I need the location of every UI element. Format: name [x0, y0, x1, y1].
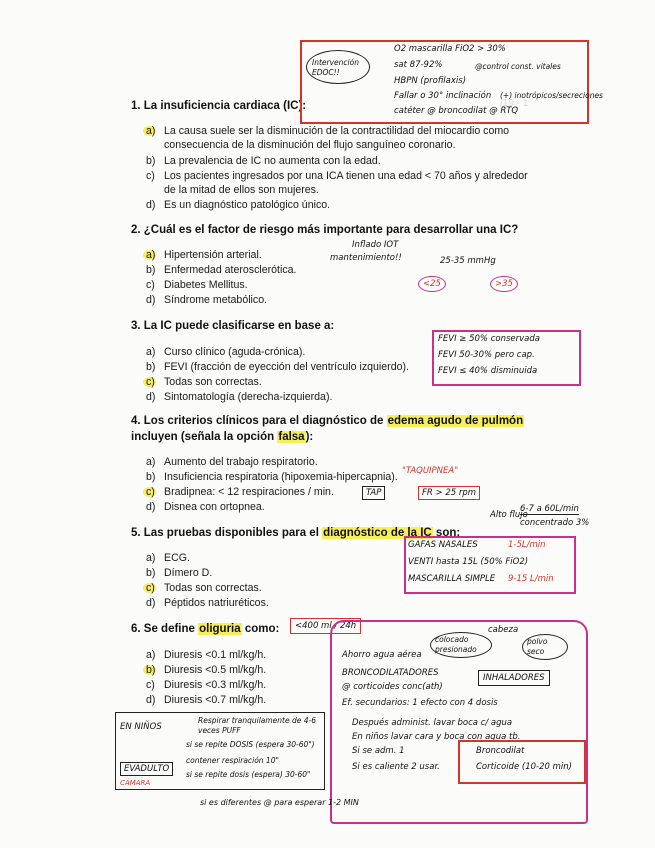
handwritten-note: Si es caliente 2 usar. [352, 762, 440, 772]
handwritten-note: concentrado 3% [520, 518, 590, 528]
handwritten-note: cabeza [488, 625, 519, 635]
option: d) Sintomatología (derecha-izquierda). [146, 391, 333, 403]
handwritten-note: FR > 25 rpm [418, 486, 480, 500]
handwritten-note: O2 mascarilla FiO2 > 30% [394, 44, 506, 54]
question-2-title: 2. ¿Cuál es el factor de riesgo más importante para desarrollar una IC? [131, 224, 519, 236]
option: c) Todas son correctas. [146, 582, 262, 594]
option: b) La prevalencia de IC no aumenta con la edad. [146, 155, 381, 167]
option-cont: de la mitad de ellos son mujeres. [164, 184, 319, 196]
handwritten-note: polvo seco [522, 634, 568, 660]
option: d) Diuresis <0.7 ml/kg/h. [146, 694, 267, 706]
option: d) Disnea con ortopnea. [146, 501, 265, 513]
option: c) Diuresis <0.3 ml/kg/h. [146, 679, 267, 691]
option: b) Diuresis <0.5 ml/kg/h. [146, 664, 267, 676]
option: a) Hipertensión arterial. [146, 249, 262, 261]
handwritten-note: <25 [418, 276, 446, 292]
handwritten-note: EVADULTO [120, 762, 173, 776]
handwritten-note: Corticoide (10-20 min) [476, 762, 572, 772]
handwritten-note: HBPN (profilaxis) [394, 76, 467, 86]
option: d) Péptidos natriuréticos. [146, 597, 269, 609]
question-5-title: 5. Las pruebas disponibles para el diagnóstico de la IC son: [131, 527, 461, 539]
question-6-title: 6. Se define oliguria como: [131, 623, 280, 635]
handwritten-note: contener respiración 10" [186, 756, 279, 765]
handwritten-note: Si se adm. 1 [352, 746, 405, 756]
option: b) Insuficiencia respiratoria (hipoxemia-hipercapnia). [146, 471, 398, 483]
handwritten-note: FEVI 50-30% pero cap. [438, 350, 535, 360]
handwritten-note: Alto flujo [490, 510, 528, 520]
handwritten-note: Ahorro agua aérea [342, 650, 422, 660]
handwritten-note: si se repite DOSIS (espera 30-60") [186, 740, 315, 749]
handwritten-note: 1-5L/min [508, 540, 546, 550]
handwritten-note: MASCARILLA SIMPLE [408, 574, 496, 584]
handwritten-note: 6-7 a 60L/min [520, 504, 579, 514]
handwritten-note: INHALADORES [478, 670, 550, 686]
handwritten-note: VENTI hasta 15L (50% FiO2) [408, 557, 529, 567]
handwritten-note: si se repite dosis (espera) 30-60" [186, 770, 311, 779]
option: b) Dímero D. [146, 567, 213, 579]
handwritten-note: EN NIÑOS [120, 722, 162, 732]
option: a) La causa suele ser la disminución de la contractilidad del miocardio como [146, 125, 510, 137]
handwritten-note: Ef. secundarios: 1 efecto con 4 dosis [342, 698, 498, 708]
handwritten-note: >35 [490, 276, 518, 292]
handwritten-note: FEVI ≥ 50% conservada [438, 334, 540, 344]
option: a) Curso clínico (aguda-crónica). [146, 346, 306, 358]
option: d) Síndrome metabólico. [146, 294, 268, 306]
handwritten-note: 25-35 mmHg [440, 256, 496, 266]
option-cont: consecuencia de la disminución del flujo sanguíneo coronario. [164, 139, 456, 151]
handwritten-note: mantenimiento!! [330, 253, 402, 263]
show-through-text: /19 - 1 [500, 98, 529, 109]
question-3-title: 3. La IC puede clasificarse en base a: [131, 320, 335, 332]
handwritten-note: catéter @ broncodilat @ RTQ [394, 106, 519, 116]
handwritten-note: FEVI ≤ 40% disminuida [438, 366, 538, 376]
question-4-title: 4. Los criterios clínicos para el diagnóstico de edema agudo de pulmón [131, 415, 524, 427]
handwritten-note: Broncodilat [476, 746, 525, 756]
handwritten-note: 9-15 L/min [508, 574, 554, 584]
handwritten-note: CÁMARA [120, 779, 151, 787]
handwritten-note: En niños lavar cara y boca con agua tb. [352, 732, 521, 742]
option: c) Todas son correctas. [146, 376, 262, 388]
option: b) Enfermedad aterosclerótica. [146, 264, 297, 276]
handwritten-note: @ corticoides conc(ath) [342, 682, 443, 692]
option: c) Diabetes Mellitus. [146, 279, 248, 291]
handwritten-note: Después administ. lavar boca c/ agua [352, 718, 513, 728]
option: b) FEVI (fracción de eyección del ventrículo izquierdo). [146, 361, 409, 373]
option: a) ECG. [146, 552, 190, 564]
option: a) Aumento del trabajo respiratorio. [146, 456, 318, 468]
handwritten-note: Inflado IOT [352, 240, 399, 250]
handwritten-note: Fallar o 30° inclinación [394, 91, 492, 101]
option: c) Los pacientes ingresados por una ICA tienen una edad < 70 años y alrededor [146, 170, 528, 182]
handwritten-note: Intervención EDOC!! [312, 58, 359, 77]
handwritten-note: colocado presionado [430, 632, 492, 658]
handwritten-note: si es diferentes @ para esperar 1-2 MIN [200, 798, 359, 807]
handwritten-note: <400 ml / 24h [290, 618, 361, 634]
option: c) Bradipnea: < 12 respiraciones / min. [146, 486, 334, 498]
handwritten-note: GAFAS NASALES [408, 540, 478, 550]
question-1-title: 1. La insuficiencia cardiaca (IC): [131, 100, 307, 112]
question-4-title-line2: incluyen (señala la opción falsa): [131, 431, 314, 443]
option: d) Es un diagnóstico patológico único. [146, 199, 331, 211]
handwritten-note: sat 87-92% [394, 60, 443, 70]
handwritten-note: BRONCODILATADORES [342, 668, 439, 678]
option: a) Diuresis <0.1 ml/kg/h. [146, 649, 267, 661]
handwritten-note: Respirar tranquilamente de 4-6 veces PUFF [198, 716, 316, 735]
handwritten-note: (+) inotrópicos/secreciones [500, 91, 603, 100]
handwritten-note: "TAQUIPNEA" [402, 466, 459, 476]
handwritten-note: @control const. vitales [475, 62, 561, 71]
handwritten-note: TAP [362, 486, 385, 500]
